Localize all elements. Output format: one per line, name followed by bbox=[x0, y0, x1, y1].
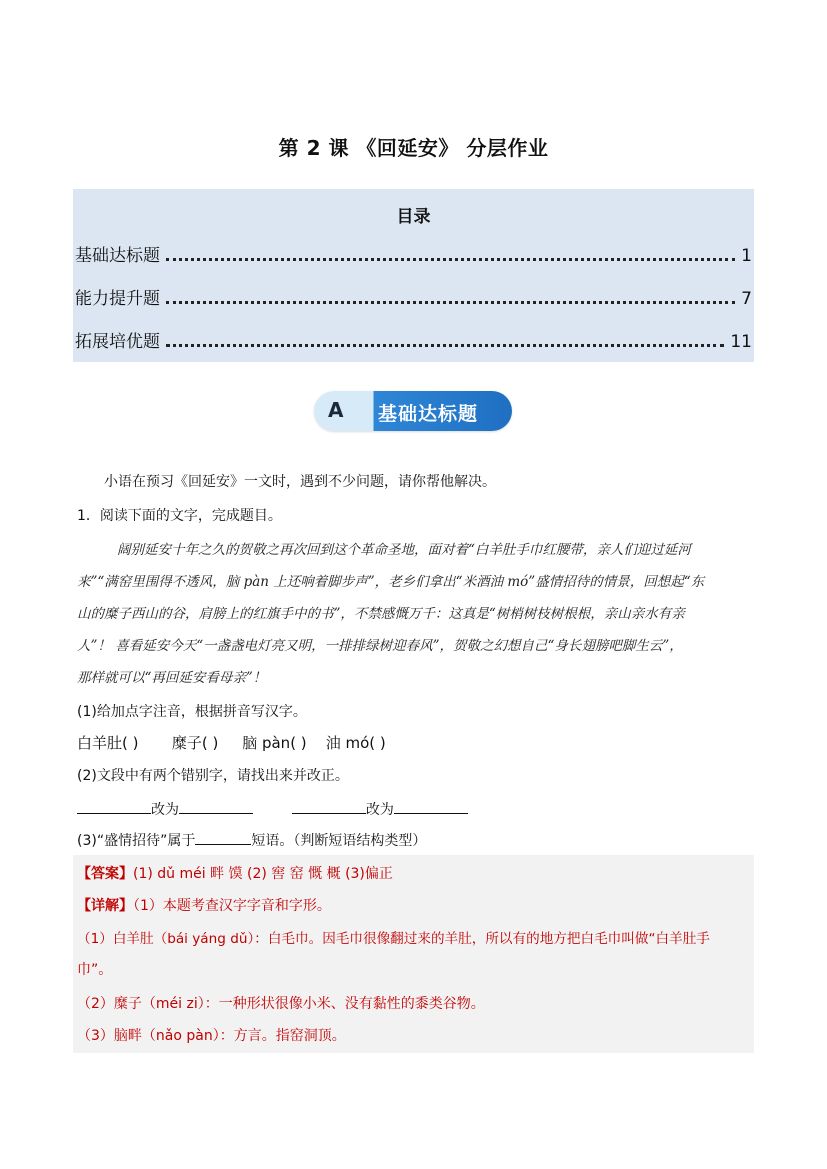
toc-item-page: 1 bbox=[741, 246, 752, 266]
detail-tag: 【详解】 bbox=[77, 898, 133, 914]
blank-item[interactable]: 油 mó( ) bbox=[325, 734, 386, 752]
toc-item[interactable] bbox=[75, 242, 752, 266]
passage-line: 山的糜子西山的谷，肩膀上的红旗手中的书”，不禁感慨万千：这真是“树梢树枝树根根，亲山亲水有亲 bbox=[77, 606, 685, 622]
answer-blank[interactable] bbox=[195, 830, 251, 845]
answer-tag: 【答案】 bbox=[77, 866, 133, 882]
answer-box bbox=[73, 855, 754, 1053]
toc-item-page: 7 bbox=[741, 289, 752, 309]
intro-text: 小语在预习《回延安》一文时，遇到不少问题，请你帮他解决。 bbox=[104, 474, 496, 490]
section-badge bbox=[314, 391, 512, 431]
answer-line bbox=[77, 895, 331, 915]
answer-line: （1）白羊肚（bái yáng dǔ）：白毛巾。因毛巾很像翻过来的羊肚，所以有的地方把白毛巾叫做“白羊肚手 bbox=[77, 931, 710, 947]
answer-line: 巾”。 bbox=[77, 962, 113, 978]
toc-item[interactable] bbox=[75, 285, 752, 309]
toc-item-page: 11 bbox=[730, 332, 752, 352]
sub-question-1-items bbox=[77, 733, 386, 753]
toc-leader-dots bbox=[166, 344, 724, 347]
sub-question-1: (1)给加点字注音，根据拼音写汉字。 bbox=[77, 704, 307, 720]
section-label: 基础达标题 bbox=[378, 403, 479, 425]
answer-blank[interactable] bbox=[292, 799, 366, 814]
section-letter: A bbox=[328, 398, 344, 422]
replace-label: 改为 bbox=[151, 802, 179, 818]
blank-item[interactable]: 脑 pàn( ) bbox=[242, 734, 307, 752]
toc-leader-dots bbox=[166, 301, 735, 304]
table-of-contents bbox=[73, 189, 754, 362]
answer-blank[interactable] bbox=[77, 799, 151, 814]
answer-text: （1）本题考查汉字字音和字形。 bbox=[133, 898, 331, 914]
answer-blank[interactable] bbox=[179, 799, 253, 814]
sub3-text: 短语。（判断短语结构类型） bbox=[251, 833, 427, 849]
passage-line: 人”！ 喜看延安今天“一盏盏电灯亮又明，一排排绿树迎春风”，贺敬之幻想自己“身长翅膀吧脚生云”， bbox=[77, 638, 683, 654]
toc-item-label: 基础达标题 bbox=[75, 246, 160, 266]
answer-line: （2）糜子（méi zi）：一种形状很像小米、没有黏性的黍类谷物。 bbox=[77, 996, 485, 1012]
sub-question-2: (2)文段中有两个错别字，请找出来并改正。 bbox=[77, 768, 349, 784]
answer-line bbox=[77, 863, 393, 883]
passage-line: 来”“满窑里围得不透风，脑 pàn 上还响着脚步声”，老乡们拿出“米酒油 mó”盛情招待的情景，回想起“东 bbox=[77, 574, 705, 590]
replace-label: 改为 bbox=[365, 802, 394, 818]
passage-line: 阔别延安十年之久的贺敬之再次回到这个革命圣地，面对着“白羊肚手巾红腰带，亲人们迎过延河 bbox=[117, 542, 691, 558]
answer-text: (1) dǔ méi 畔 馍 (2) 窖 窑 慨 概 (3)偏正 bbox=[133, 866, 393, 882]
passage-line: 那样就可以“再回延安看母亲”！ bbox=[77, 670, 267, 686]
answer-line: （3）脑畔（nǎo pàn）：方言。指窑洞顶。 bbox=[77, 1028, 346, 1044]
toc-item[interactable] bbox=[75, 328, 752, 352]
toc-item-label: 能力提升题 bbox=[75, 289, 160, 309]
toc-leader-dots bbox=[166, 258, 735, 261]
page-title: 第 2 课 《回延安》 分层作业 bbox=[278, 136, 549, 160]
blank-item[interactable]: 糜子( ) bbox=[171, 734, 219, 752]
sub3-text: (3)“盛情招待”属于 bbox=[77, 833, 196, 849]
answer-blank[interactable] bbox=[394, 799, 468, 814]
blank-item[interactable]: 白羊肚( ) bbox=[77, 734, 139, 752]
toc-heading: 目录 bbox=[396, 207, 431, 227]
toc-item-label: 拓展培优题 bbox=[75, 332, 160, 352]
sub-question-3 bbox=[77, 830, 426, 851]
sub-question-2-blanks bbox=[77, 799, 468, 820]
question-stem: 1．阅读下面的文字，完成题目。 bbox=[77, 508, 282, 524]
